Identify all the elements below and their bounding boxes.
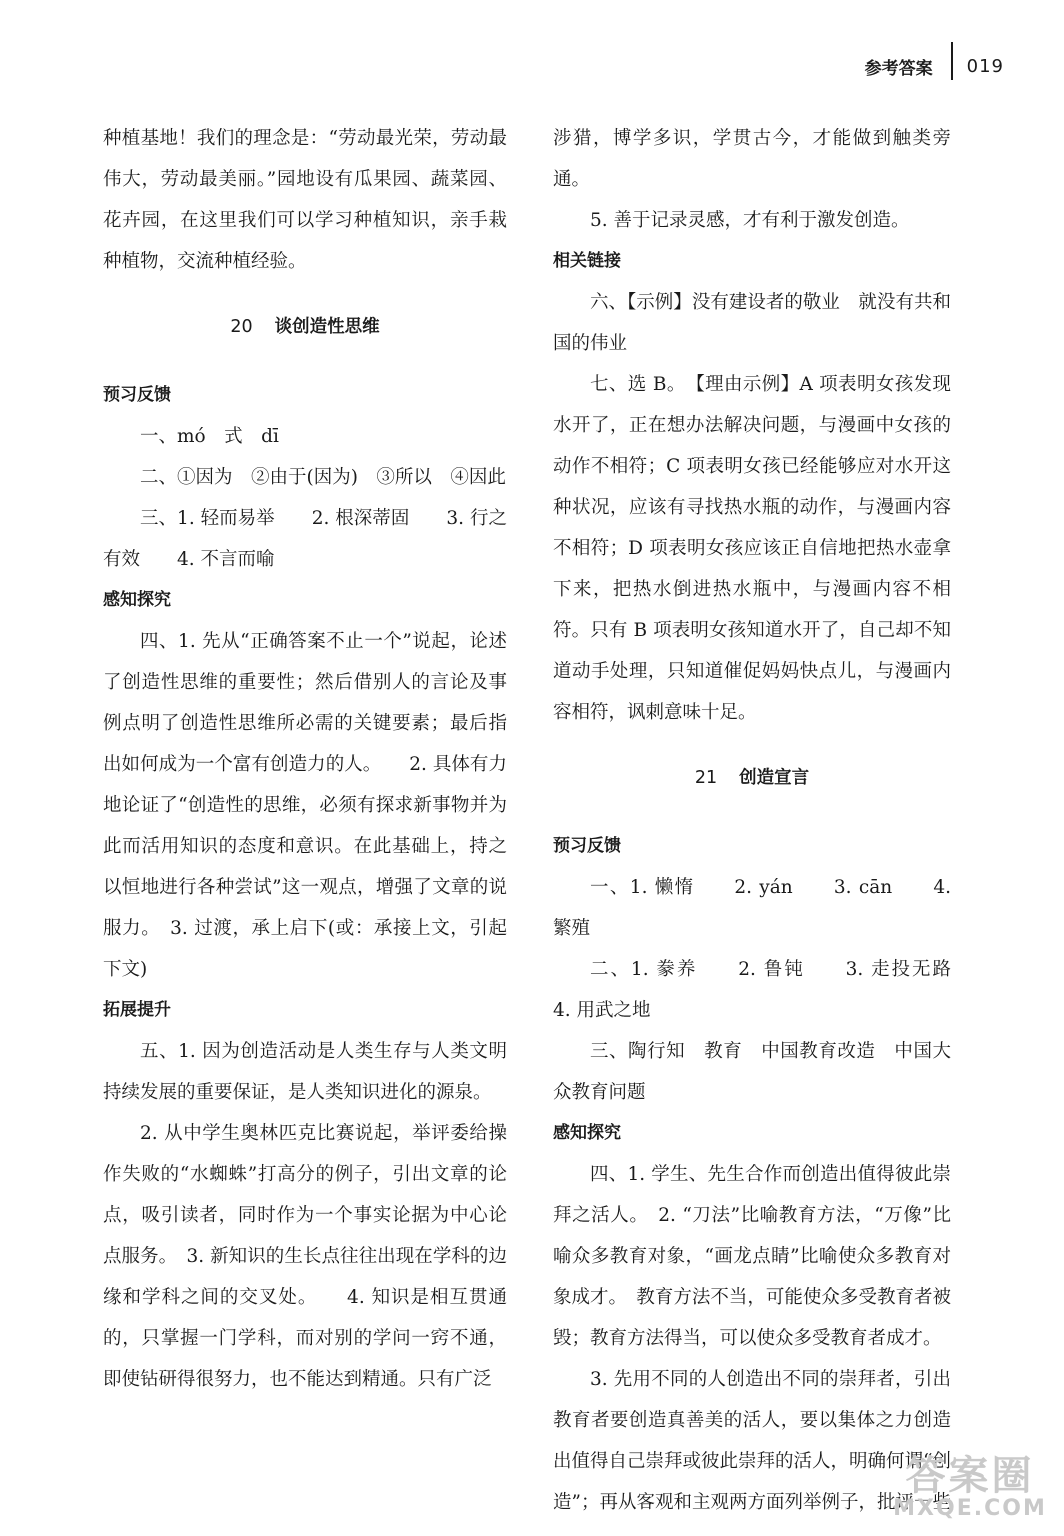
- watermark-url: MXQE.COM: [893, 1496, 1047, 1521]
- chapter-name: 创造宣言: [739, 768, 810, 788]
- section-heading-preview: 预习反馈: [553, 836, 621, 856]
- chapter-title-20: [103, 307, 507, 348]
- header-divider: [951, 42, 953, 80]
- section-heading-link: 相关链接: [553, 251, 621, 271]
- page-number: 019: [966, 55, 1004, 77]
- answer-item: 3. 先用不同的人创造出不同的崇拜者，引出教育者要创造真善美的活人，要以集体之力创造出值得自己崇拜或彼此崇拜的活人，明确何谓“创造”；再从客观和主观两方面列举例子，批评一些: [553, 1369, 951, 1513]
- answer-item: 一、1. 懒惰 2. yán 3. cān 4. 繁殖: [553, 877, 951, 939]
- answer-item: 六、【示例】没有建设者的敬业 就没有共和国的伟业: [553, 292, 951, 354]
- chapter-number: 20: [230, 317, 253, 337]
- answer-item: 2. 从中学生奥林匹克比赛说起，举评委给操作失败的“水蜘蛛”打高分的例子，引出文章的论点，吸引读者，同时作为一个事实论据为中心论点服务。 3. 新知识的生长点往往出现在学科的边缘和学科之间的交叉处。 4. 知识是相互贯通的，只掌握一门学科，而对别的学问一窍不通，即使钻研得很努力，也不能达到精通。只有广泛: [103, 1123, 507, 1390]
- watermark-text: 答案圈: [905, 1453, 1035, 1499]
- intro-paragraph: 种植基地！我们的理念是：“劳动最光荣，劳动最伟大，劳动最美丽。”园地设有瓜果园、蔬菜园、花卉园，在这里我们可以学习种植知识，亲手栽种植物，交流种植经验。: [103, 128, 507, 272]
- answer-item: 四、1. 学生、先生合作而创造出值得彼此崇拜之活人。 2. “刀法”比喻教育方法，“万像”比喻众多教育对象，“画龙点睛”比喻使众多教育对象成才。 教育方法不当，可能使众多受教育者被毁；教育方法得当，可以使众多受教育者成才。: [553, 1164, 951, 1349]
- section-heading-preview: 预习反馈: [103, 385, 171, 405]
- answer-item: 三、1. 轻而易举 2. 根深蒂固 3. 行之有效 4. 不言而喻: [103, 508, 507, 570]
- answer-item: 一、mó 式 dī: [140, 426, 279, 447]
- answer-item: 四、1. 先从“正确答案不止一个”说起，论述了创造性思维的重要性；然后借别人的言论及事例点明了创造性思维所必需的关键要素；最后指出如何成为一个富有创造力的人。 2. 具体有力地论证了“创造性的思维，必须有探求新事物并为此而活用知识的态度和意识。在此基础上，持之以恒地进行各种尝试”这一观点，增强了文章的说服力。 3. 过渡，承上启下(或：承接上文，引起下文): [103, 631, 507, 980]
- chapter-name: 谈创造性思维: [274, 317, 380, 337]
- continuation-paragraph: 涉猎，博学多识，学贯古今，才能做到触类旁通。: [553, 128, 951, 190]
- answer-item: 二、1. 豢养 2. 鲁钝 3. 走投无路 4. 用武之地: [553, 959, 989, 1021]
- chapter-number: 21: [694, 768, 718, 788]
- watermark-logo: [890, 1453, 1050, 1528]
- answer-item: 三、陶行知 教育 中国教育改造 中国大众教育问题: [553, 1041, 951, 1103]
- section-heading-extend: 拓展提升: [103, 1000, 171, 1020]
- section-heading-explore: 感知探究: [553, 1123, 621, 1143]
- answer-item: 5. 善于记录灵感，才有利于激发创造。: [590, 210, 910, 231]
- page-header: [865, 52, 1004, 80]
- left-column: [103, 118, 507, 1400]
- section-heading-explore: 感知探究: [103, 590, 171, 610]
- header-title: 参考答案: [864, 58, 933, 79]
- chapter-title-21: [553, 758, 951, 799]
- answer-item: 五、1. 因为创造活动是人类生存与人类文明持续发展的重要保证，是人类知识进化的源泉。: [103, 1041, 507, 1103]
- answer-item: 七、选 B。 【理由示例】A 项表明女孩发现水开了，正在想办法解决问题，与漫画中女孩的动作不相符；C 项表明女孩已经能够应对水开这种状况，应该有寻找热水瓶的动作，与漫画内容不相符；D 项表明女孩应该正自信地把热水壶拿下来，把热水倒进热水瓶中，与漫画内容不相符。只有 B 项表明女孩知道水开了，自己却不知道动手处理，只知道催促妈妈快点儿，与漫画内容相符，讽刺意味十足。: [553, 374, 951, 723]
- answer-item: 二、①因为 ②由于(因为) ③所以 ④因此: [140, 467, 506, 488]
